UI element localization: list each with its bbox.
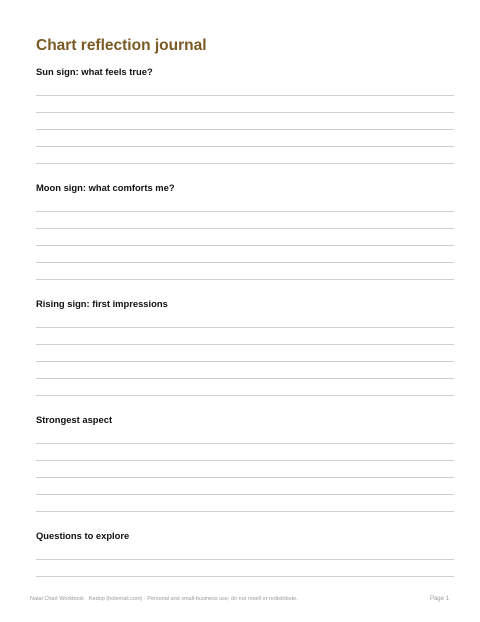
writing-line[interactable] [36,511,454,512]
writing-line[interactable] [36,129,454,130]
writing-line[interactable] [36,279,454,280]
writing-line[interactable] [36,228,454,229]
page-number: Page 1 [429,596,449,602]
writing-line[interactable] [36,146,454,147]
section-heading: Sun sign: what feels true? [36,66,153,77]
writing-line[interactable] [36,576,454,577]
section-heading: Moon sign: what comforts me? [36,182,175,193]
writing-line[interactable] [36,163,454,164]
writing-line[interactable] [36,477,454,478]
section-heading: Strongest aspect [36,414,113,425]
writing-line[interactable] [36,112,454,113]
writing-line[interactable] [36,460,454,461]
writing-line[interactable] [36,494,454,495]
writing-line[interactable] [36,245,454,246]
section-heading: Questions to explore [36,530,130,541]
writing-line[interactable] [36,327,454,328]
writing-line[interactable] [36,95,454,96]
writing-line[interactable] [36,262,454,263]
page-title: Chart reflection journal [36,37,207,54]
writing-line[interactable] [36,211,454,212]
footer-copyright: Natal Chart Workbook · Kedop (holemail.com) · Personal and small-business use; do not resell or redistribute. [30,596,298,602]
section-heading: Rising sign: first impressions [36,298,168,309]
section-strongest-aspect [36,414,454,514]
writing-line[interactable] [36,559,454,560]
section-questions [36,530,454,580]
writing-line[interactable] [36,395,454,396]
section-rising-sign [36,298,454,398]
writing-line[interactable] [36,378,454,379]
section-sun-sign [36,66,454,166]
section-moon-sign [36,182,454,282]
writing-line[interactable] [36,443,454,444]
writing-line[interactable] [36,361,454,362]
writing-line[interactable] [36,344,454,345]
